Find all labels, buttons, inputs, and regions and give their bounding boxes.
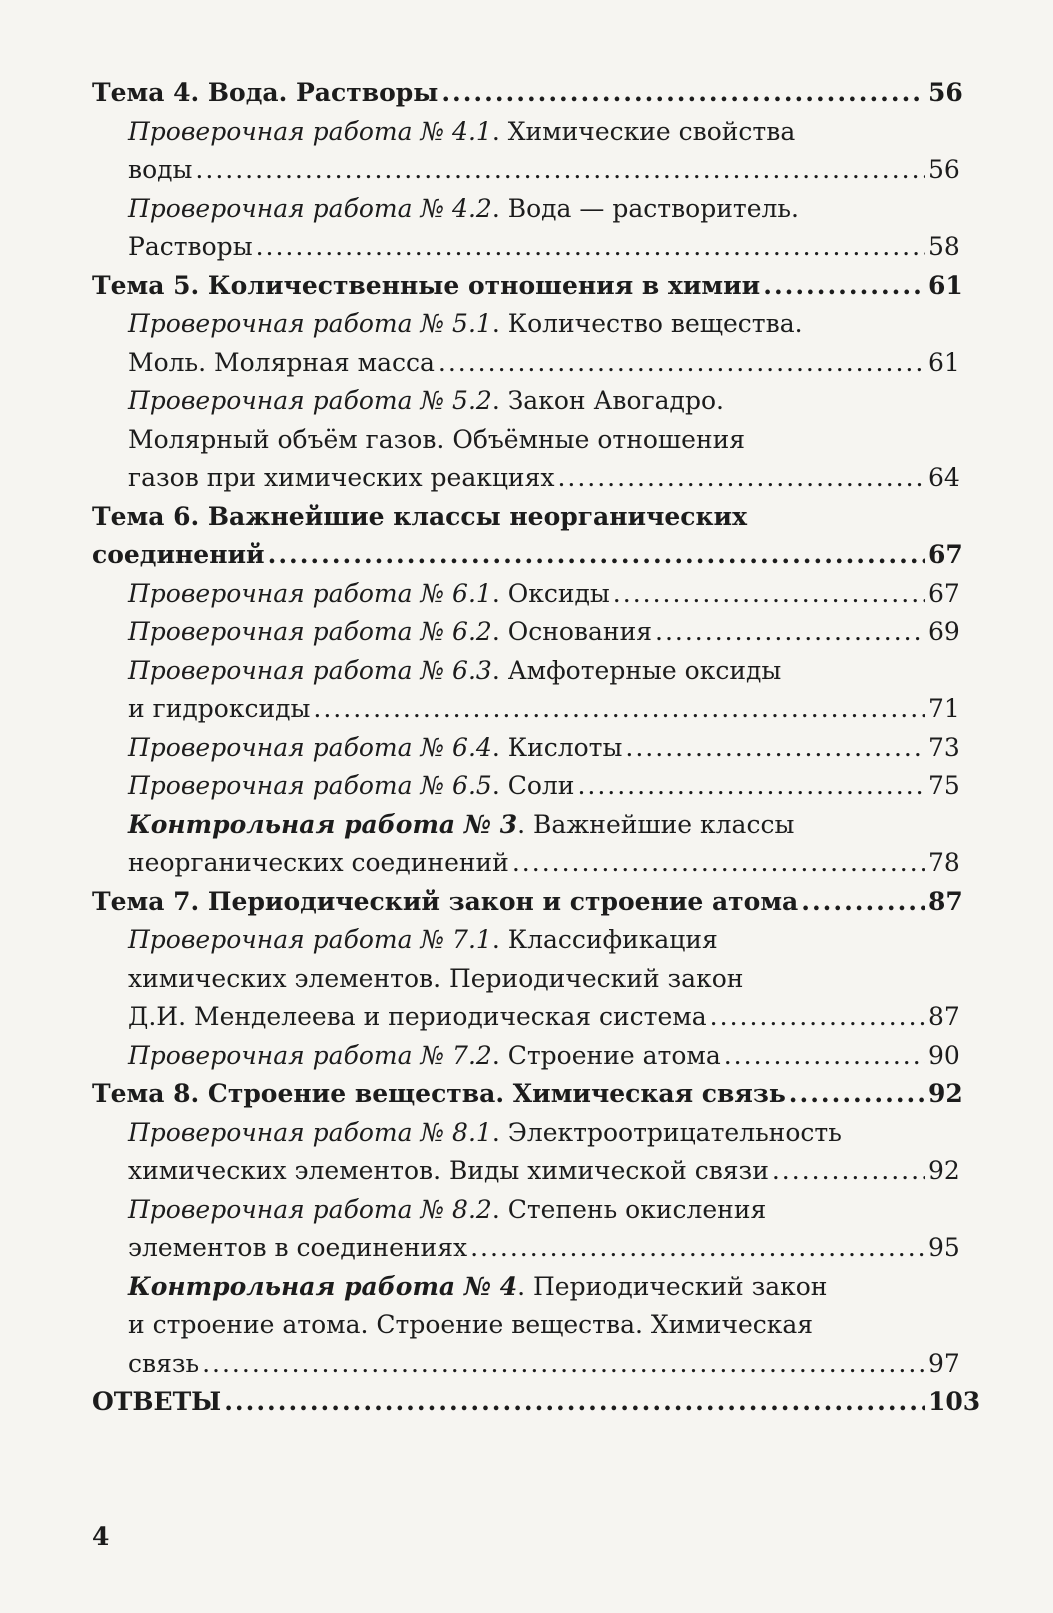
leader-dots: [202, 1345, 925, 1384]
leader-dots: [195, 151, 925, 190]
leader-dots: [224, 1383, 925, 1422]
toc-page-number: 75: [928, 771, 960, 800]
toc-page-number: 56: [928, 78, 963, 107]
toc-page-number: 103: [928, 1387, 981, 1416]
toc-entry-title: связь: [128, 1348, 200, 1378]
toc-entry-continuation[interactable]: [92, 1306, 950, 1345]
toc-entry-title: и строение атома. Строение вещества. Химическая: [128, 1310, 814, 1339]
toc-entry-continuation[interactable]: [92, 690, 960, 729]
toc-page-number: 78: [928, 848, 960, 877]
toc-entry-continuation[interactable]: [92, 459, 960, 498]
toc-entry-title: химических элементов. Периодический закон: [128, 963, 744, 993]
toc-entry[interactable]: [92, 113, 950, 152]
toc-entry-title: Д.И. Менделеева и периодическая система: [128, 1002, 707, 1031]
toc-entry-title: . Классификация: [491, 925, 718, 954]
toc-entry-title: . Амфотерные оксиды: [491, 655, 782, 685]
toc-entry-title: . Вода — растворитель.: [491, 193, 799, 223]
toc-entry[interactable]: [92, 613, 960, 652]
toc-entry-title: воды: [128, 155, 193, 184]
leader-dots: [577, 767, 925, 806]
leader-dots: [268, 536, 925, 575]
toc-entry-title: . Количество вещества.: [491, 309, 803, 338]
toc-page-number: 92: [928, 1156, 960, 1185]
work-prefix: Проверочная работа № 6.3: [128, 655, 492, 685]
work-prefix: Проверочная работа № 4.2: [128, 193, 492, 223]
leader-dots: [724, 1037, 925, 1076]
toc-entry-title: Тема 4. Вода. Растворы: [92, 78, 439, 107]
toc-entry[interactable]: [92, 1268, 950, 1307]
toc-entry[interactable]: [92, 767, 960, 806]
leader-dots: [256, 228, 925, 267]
toc-page-number: 67: [928, 578, 960, 608]
toc-entry-continuation[interactable]: [92, 151, 960, 190]
control-work-prefix: Контрольная работа № 4: [128, 1271, 518, 1301]
toc-page-number: 61: [928, 347, 960, 377]
work-prefix: Проверочная работа № 6.5: [128, 771, 492, 800]
toc-entry-title: неорганических соединений: [128, 848, 509, 877]
control-work-prefix: Контрольная работа № 3: [128, 809, 518, 839]
work-prefix: Проверочная работа № 5.2: [128, 386, 492, 415]
toc-entry-title: . Соли: [491, 771, 575, 800]
toc-entry[interactable]: [92, 305, 950, 344]
work-prefix: Проверочная работа № 7.2: [128, 1040, 492, 1070]
leader-dots: [441, 74, 925, 113]
toc-entry-continuation[interactable]: [92, 1229, 960, 1268]
toc-entry-title: Моль. Молярная масса: [128, 347, 435, 377]
leader-dots: [313, 690, 925, 729]
leader-dots: [613, 575, 925, 614]
toc-entry[interactable]: [92, 652, 950, 691]
leader-dots: [438, 344, 925, 383]
leader-dots: [801, 883, 925, 922]
toc-entry[interactable]: [92, 921, 950, 960]
toc-page-number: 73: [928, 732, 960, 762]
toc-entry[interactable]: [92, 806, 950, 845]
toc-entry[interactable]: [92, 1383, 981, 1422]
leader-dots: [512, 844, 925, 883]
toc-entry-title: . Электроотрицательность: [491, 1117, 842, 1147]
leader-dots: [772, 1152, 925, 1191]
toc-entry-continuation[interactable]: [92, 998, 960, 1037]
toc-entry-title: Тема 7. Периодический закон и строение атома: [92, 886, 799, 916]
toc-entry-title: Молярный объём газов. Объёмные отношения: [128, 424, 746, 454]
toc-entry-title: . Оксиды: [491, 578, 610, 608]
work-prefix: Проверочная работа № 8.2: [128, 1194, 492, 1224]
toc-entry[interactable]: [92, 883, 963, 922]
toc-page-number: 67: [928, 540, 963, 569]
toc-entry-continuation[interactable]: [92, 228, 960, 267]
toc-entry-title: элементов в соединениях: [128, 1233, 468, 1262]
toc-entry[interactable]: [92, 267, 963, 306]
toc-entry[interactable]: [92, 74, 963, 113]
toc-page-number: 97: [928, 1348, 960, 1378]
toc-entry[interactable]: [92, 1191, 950, 1230]
toc-entry-title: . Основания: [491, 617, 653, 646]
leader-dots: [557, 459, 925, 498]
leader-dots: [625, 729, 925, 768]
work-prefix: Проверочная работа № 4.1: [128, 116, 492, 146]
work-prefix: Проверочная работа № 5.1: [128, 309, 492, 338]
toc-entry-title: . Важнейшие классы: [517, 809, 795, 839]
page-number: 4: [92, 1522, 110, 1551]
table-of-contents: [92, 74, 981, 1422]
toc-entry-title: соединений: [92, 540, 265, 569]
toc-page-number: 87: [928, 1002, 960, 1031]
toc-entry-title: химических элементов. Виды химической связи: [128, 1156, 769, 1185]
toc-entry-title: газов при химических реакциях: [128, 463, 555, 492]
work-prefix: Проверочная работа № 8.1: [128, 1117, 492, 1147]
work-prefix: Проверочная работа № 7.1: [128, 925, 492, 954]
work-prefix: Проверочная работа № 6.1: [128, 578, 492, 608]
toc-page-number: 64: [928, 463, 960, 492]
toc-entry-title: ОТВЕТЫ: [92, 1387, 222, 1416]
toc-entry-continuation[interactable]: [92, 1152, 960, 1191]
toc-page-number: 61: [928, 270, 963, 300]
toc-entry[interactable]: [92, 1075, 963, 1114]
toc-entry[interactable]: [92, 498, 950, 537]
toc-entry-continuation[interactable]: [92, 536, 963, 575]
toc-entry[interactable]: [92, 1114, 950, 1153]
leader-dots: [710, 998, 925, 1037]
toc-entry-title: . Закон Авогадро.: [491, 386, 724, 415]
toc-entry-continuation[interactable]: [92, 960, 950, 999]
work-prefix: Проверочная работа № 6.4: [128, 732, 492, 762]
toc-page-number: 58: [928, 232, 960, 261]
toc-entry-continuation[interactable]: [92, 421, 950, 460]
toc-entry-continuation[interactable]: [92, 344, 960, 383]
toc-entry-title: . Кислоты: [491, 732, 623, 762]
toc-entry-title: Тема 8. Строение вещества. Химическая связь: [92, 1079, 786, 1108]
toc-page-number: 69: [928, 617, 960, 646]
toc-entry[interactable]: [92, 575, 960, 614]
toc-entry-title: . Строение атома: [491, 1040, 721, 1070]
toc-page-number: 92: [928, 1079, 963, 1108]
toc-entry-title: Тема 5. Количественные отношения в химии: [92, 270, 761, 300]
leader-dots: [470, 1229, 925, 1268]
toc-page-number: 90: [928, 1040, 960, 1070]
toc-entry-title: Тема 6. Важнейшие классы неорганических: [92, 501, 748, 531]
toc-entry[interactable]: [92, 1037, 960, 1076]
toc-entry-title: . Степень окисления: [491, 1194, 767, 1224]
toc-page-number: 95: [928, 1233, 960, 1262]
toc-entry-continuation[interactable]: [92, 844, 960, 883]
toc-entry-title: . Периодический закон: [517, 1271, 828, 1301]
toc-entry[interactable]: [92, 190, 950, 229]
leader-dots: [655, 613, 925, 652]
toc-page-number: 71: [928, 694, 960, 723]
toc-entry-title: Растворы: [128, 232, 253, 261]
toc-entry[interactable]: [92, 382, 950, 421]
leader-dots: [763, 267, 925, 306]
toc-entry-title: и гидроксиды: [128, 694, 311, 723]
leader-dots: [789, 1075, 925, 1114]
toc-page-number: 56: [928, 155, 960, 184]
work-prefix: Проверочная работа № 6.2: [128, 617, 492, 646]
toc-page-number: 87: [928, 886, 963, 916]
toc-entry-continuation[interactable]: [92, 1345, 960, 1384]
toc-entry[interactable]: [92, 729, 960, 768]
toc-entry-title: . Химические свойства: [491, 116, 796, 146]
